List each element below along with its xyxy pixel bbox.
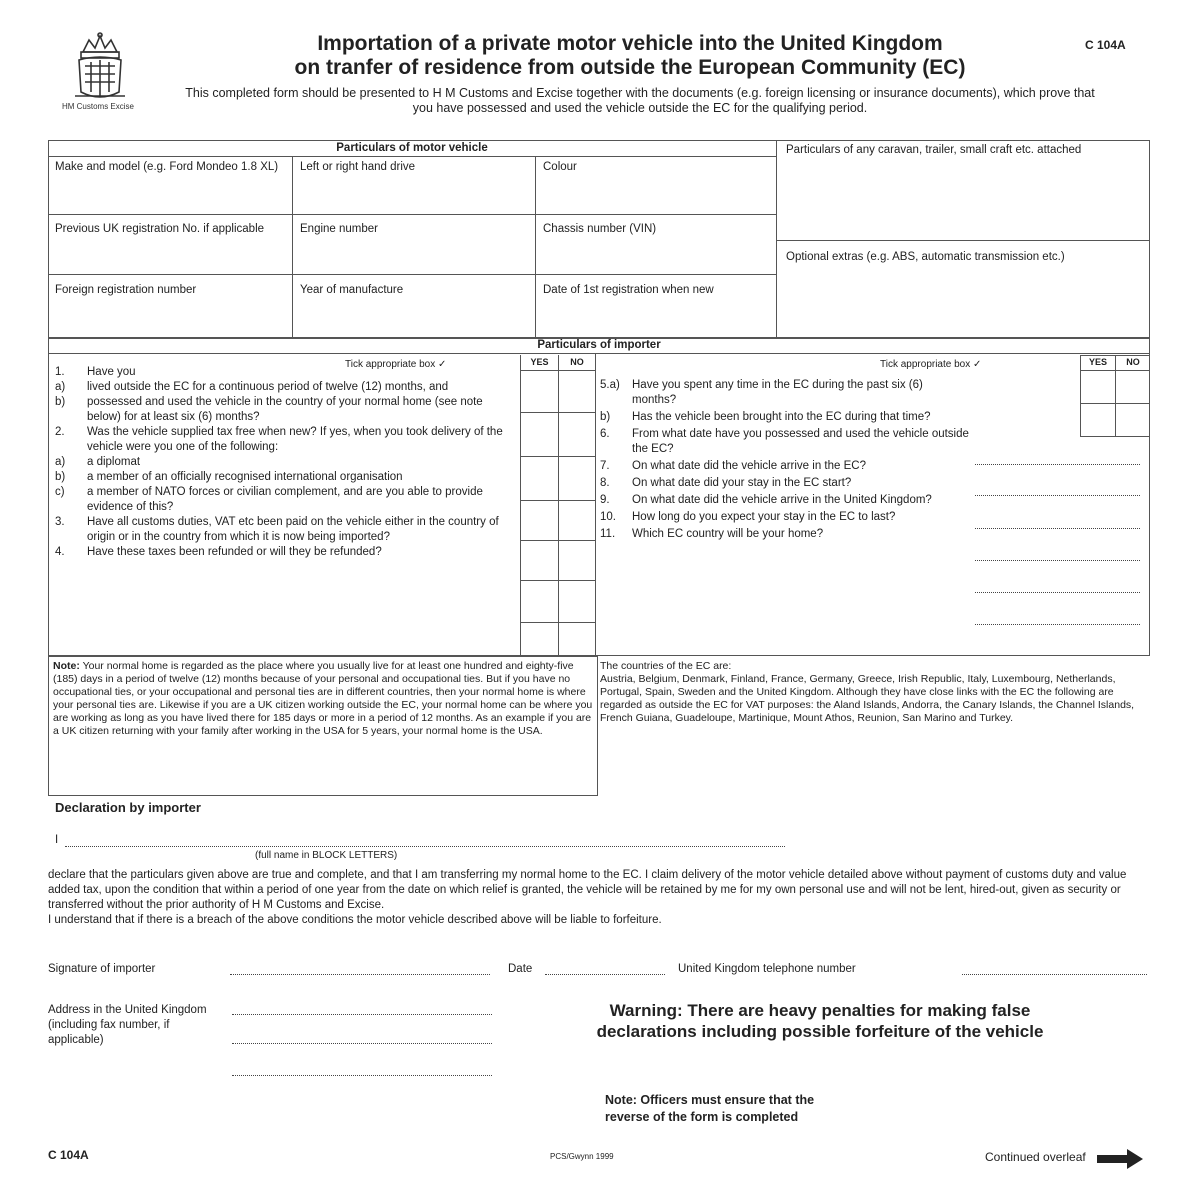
question-number: 11. bbox=[600, 528, 616, 540]
question-text: Have you spent any time in the EC during the past six (6) months? bbox=[632, 379, 923, 406]
question-text: Has the vehicle been brought into the EC during that time? bbox=[632, 411, 931, 423]
answer-line-10[interactable] bbox=[975, 592, 1140, 593]
left-no-col-border bbox=[558, 355, 559, 656]
left-yn-row-1 bbox=[520, 412, 595, 413]
chassis-field[interactable]: Chassis number (VIN) bbox=[543, 223, 657, 235]
left-yn-row-6 bbox=[520, 622, 595, 623]
question-row bbox=[55, 485, 515, 515]
form-code: C 104A bbox=[1085, 38, 1126, 52]
question-row bbox=[55, 380, 515, 395]
engine-field[interactable]: Engine number bbox=[300, 223, 378, 235]
question-text: a member of an officially recognised international organisation bbox=[87, 471, 403, 483]
question-text: How long do you expect your stay in the EC to last? bbox=[632, 511, 896, 523]
answer-line-11[interactable] bbox=[975, 624, 1140, 625]
question-text: Have all customs duties, VAT etc been paid on the vehicle either in the country of origin or in the country from which it is now being imported? bbox=[87, 516, 499, 543]
question-text: On what date did the vehicle arrive in the EC? bbox=[632, 460, 866, 472]
answer-line-8[interactable] bbox=[975, 528, 1140, 529]
vehicle-right-divider bbox=[776, 140, 777, 338]
question-number: 2. bbox=[55, 426, 65, 438]
question-row bbox=[55, 515, 515, 545]
form-title bbox=[150, 32, 1110, 80]
question-text: Have these taxes been refunded or will they be refunded? bbox=[87, 546, 382, 558]
right-yes-header: YES bbox=[1088, 357, 1107, 367]
importer-section-title: Particulars of importer bbox=[537, 339, 661, 351]
left-questions bbox=[55, 365, 515, 560]
question-text: possessed and used the vehicle in the country of your normal home (see note below) for at least six (6) months? bbox=[87, 396, 483, 423]
question-text: On what date did the vehicle arrive in the United Kingdom? bbox=[632, 494, 932, 506]
footer-form-code: C 104A bbox=[48, 1148, 89, 1162]
footer-printer: PCS/Gwynn 1999 bbox=[550, 1152, 614, 1161]
left-yes-header: YES bbox=[530, 357, 549, 367]
date-input[interactable] bbox=[545, 974, 665, 975]
declaration-i: I bbox=[55, 834, 59, 846]
question-row bbox=[55, 545, 515, 560]
right-yn-header-divider bbox=[1080, 370, 1150, 371]
vehicle-col-divider-1 bbox=[292, 156, 293, 338]
officer-note: Note: Officers must ensure that the reverse of the form is completed bbox=[605, 1093, 815, 1124]
right-questions bbox=[600, 378, 1080, 544]
vehicle-section-title: Particulars of motor vehicle bbox=[336, 142, 488, 154]
question-number: b) bbox=[600, 411, 611, 423]
question-row bbox=[600, 410, 970, 425]
question-row bbox=[600, 459, 970, 474]
question-row bbox=[55, 395, 515, 425]
phone-label: United Kingdom telephone number bbox=[678, 963, 856, 975]
answer-line-6[interactable] bbox=[975, 464, 1140, 465]
year-field[interactable]: Year of manufacture bbox=[300, 284, 404, 296]
question-text: a diplomat bbox=[87, 456, 141, 468]
question-text: Which EC country will be your home? bbox=[632, 528, 824, 540]
left-yn-header-divider bbox=[520, 370, 595, 371]
question-text: Was the vehicle supplied tax free when new? If yes, when you took delivery of the vehicle were you one of the following: bbox=[87, 426, 503, 453]
question-row bbox=[600, 493, 970, 508]
left-yn-row-3 bbox=[520, 500, 595, 501]
declaration-text: declare that the particulars given above are true and complete, and that I am transferring my normal home to the EC. I claim delivery of the motor vehicle detailed above without payment of customs duty and value added tax, upon the condition that within a period of one year from the date on which relief is granted, the vehicle will be retained by me for my own personal use and will not be lent, hired-out, given as security or transferred without the prior authority of H M Customs and Excise. I understand that if there is a breach of the above conditions the motor vehicle described above will be liable to forfeiture. bbox=[48, 869, 1127, 926]
signature-input[interactable] bbox=[230, 974, 490, 975]
question-number: 8. bbox=[600, 477, 610, 489]
right-no-header: NO bbox=[1126, 357, 1140, 367]
caravans-field[interactable]: Particulars of any caravan, trailer, small craft etc. attached bbox=[786, 144, 1082, 156]
warning-text: Warning: There are heavy penalties for making false declarations including possible forfeiture of the vehicle bbox=[596, 1001, 1044, 1041]
left-yn-row-4 bbox=[520, 540, 595, 541]
question-number: 9. bbox=[600, 494, 610, 506]
foreign-reg-field[interactable]: Foreign registration number bbox=[55, 284, 197, 296]
question-number: 7. bbox=[600, 460, 610, 472]
title-line-1: Importation of a private motor vehicle into the United Kingdom bbox=[317, 32, 943, 55]
left-tick-label: Tick appropriate box ✓ bbox=[345, 359, 447, 370]
vehicle-row-divider-1 bbox=[48, 214, 776, 215]
extras-field[interactable]: Optional extras (e.g. ABS, automatic transmission etc.) bbox=[786, 251, 1065, 263]
address-input-2[interactable] bbox=[232, 1043, 492, 1044]
importer-header-divider bbox=[48, 353, 1150, 354]
answer-line-7[interactable] bbox=[975, 495, 1140, 496]
question-number: 10. bbox=[600, 511, 616, 523]
prev-reg-field[interactable]: Previous UK registration No. if applicable bbox=[55, 223, 265, 235]
declaration-title: Declaration by importer bbox=[55, 800, 201, 815]
question-text: From what date have you possessed and used the vehicle outside the EC? bbox=[632, 428, 969, 455]
question-number: b) bbox=[55, 471, 66, 483]
title-line-2: on tranfer of residence from outside the European Community (EC) bbox=[294, 56, 966, 79]
question-number: 3. bbox=[55, 516, 65, 528]
question-row bbox=[600, 510, 970, 525]
question-number: b) bbox=[55, 396, 66, 408]
address-label: Address in the United Kingdom (including fax number, if applicable) bbox=[48, 1004, 207, 1046]
vehicle-right-row-divider bbox=[776, 240, 1150, 241]
question-text: a member of NATO forces or civilian complement, and are you able to provide evidence of this? bbox=[87, 486, 483, 513]
question-text: lived outside the EC for a continuous period of twelve (12) months, and bbox=[87, 381, 449, 393]
colour-field[interactable]: Colour bbox=[543, 161, 577, 173]
question-number: 1. bbox=[55, 366, 65, 378]
ec-countries-note: The countries of the EC are: Austria, Belgium, Denmark, Finland, France, Germany, Greece, Irish Republic, Italy, Luxembourg, Netherlands, Portugal, Spain, Sweden and the United Kingdom. Although they have close links with the EC the following are regarded as outside the EC for VAT purposes: the Aland Islands, Andorra, the Canary Islands, the Channel Islands, French Guiana, Guadeloupe, Martinique, Mount Athos, Reunion, San Marino and Turkey. bbox=[600, 660, 1135, 724]
question-number: 5.a) bbox=[600, 379, 620, 391]
vehicle-header-divider bbox=[48, 156, 776, 157]
address-input-1[interactable] bbox=[232, 1014, 492, 1015]
date-label: Date bbox=[508, 963, 533, 975]
answer-line-9[interactable] bbox=[975, 560, 1140, 561]
question-row bbox=[600, 378, 970, 408]
vehicle-col-divider-2 bbox=[535, 156, 536, 338]
question-row bbox=[600, 427, 970, 457]
question-row bbox=[55, 455, 515, 470]
vehicle-row-divider-2 bbox=[48, 274, 776, 275]
continued-overleaf: Continued overleaf bbox=[985, 1150, 1086, 1164]
question-row bbox=[600, 476, 970, 491]
question-number: c) bbox=[55, 486, 65, 498]
question-row bbox=[600, 527, 970, 542]
make-model-field[interactable]: Make and model (e.g. Ford Mondeo 1.8 XL) bbox=[55, 161, 279, 173]
question-number: a) bbox=[55, 381, 66, 393]
question-row bbox=[55, 425, 515, 455]
signature-label: Signature of importer bbox=[48, 963, 156, 975]
first-reg-field[interactable]: Date of 1st registration when new bbox=[543, 284, 714, 296]
right-yn-col-divider bbox=[1115, 355, 1116, 437]
phone-input[interactable] bbox=[962, 974, 1147, 975]
question-row bbox=[55, 470, 515, 485]
crest-caption: HM Customs Excise bbox=[61, 102, 134, 111]
left-yes-col-border bbox=[520, 355, 521, 656]
arrow-right-icon bbox=[1095, 1148, 1145, 1170]
full-name-input[interactable] bbox=[65, 846, 785, 847]
intro-text: This completed form should be presented to H M Customs and Excise together with the documents (e.g. foreign licensing or insurance documents), which prove that you have possessed and used the vehicle outside the EC for the qualifying period. bbox=[185, 86, 1095, 115]
left-yn-row-5 bbox=[520, 580, 595, 581]
address-input-3[interactable] bbox=[232, 1075, 492, 1076]
right-tick-label: Tick appropriate box ✓ bbox=[880, 359, 982, 370]
question-number: 4. bbox=[55, 546, 65, 558]
drive-field[interactable]: Left or right hand drive bbox=[300, 161, 416, 173]
left-no-header: NO bbox=[570, 357, 584, 367]
question-text: Have you bbox=[87, 366, 136, 378]
importer-center-divider bbox=[595, 353, 596, 656]
question-number: 6. bbox=[600, 428, 610, 440]
right-yn-row-divider bbox=[1080, 403, 1150, 404]
full-name-caption: (full name in BLOCK LETTERS) bbox=[255, 850, 398, 861]
left-yn-row-2 bbox=[520, 456, 595, 457]
normal-home-note: Note: Your normal home is regarded as the place where you usually live for at least one hundred and eighty-five (185) days in a period of twelve (12) months because of your personal and occupational ties. But if you have no occupational ties, or your occupational and personal ties are in different countries, then your normal home is where your personal ties are. Likewise if you are a UK citizen working outside the EC, your normal home can be where you are working as long as you have lived there for 185 days or more in a period of 12 months. As an example if you are a UK citizen returning with your family after working in the USA for 5 years, your normal home is the USA. bbox=[53, 660, 593, 737]
question-text: On what date did your stay in the EC start? bbox=[632, 477, 852, 489]
question-row bbox=[55, 365, 515, 380]
question-number: a) bbox=[55, 456, 66, 468]
